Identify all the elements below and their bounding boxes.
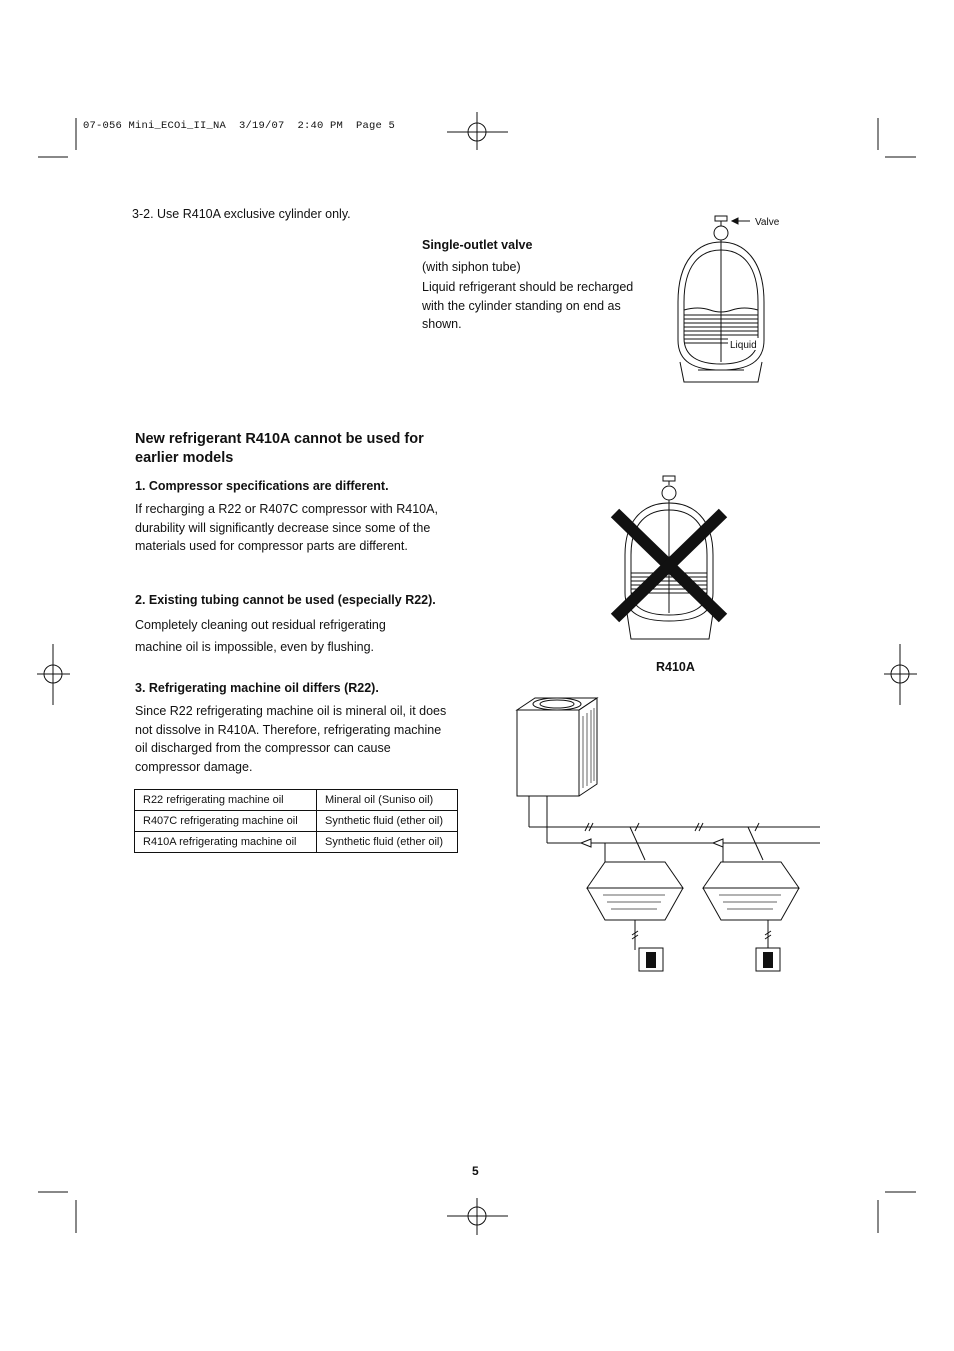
system-diagram — [505, 690, 825, 980]
item-1-heading: 1. Compressor specifications are different. — [135, 479, 389, 493]
cylinder-illustration — [668, 210, 793, 385]
item-2-text: Completely cleaning out residual refrigerating machine oil is impossible, even by flushing. — [135, 618, 386, 654]
table-row — [135, 811, 458, 832]
valve-description: Liquid refrigerant should be recharged with the cylinder standing on end as shown. — [422, 280, 634, 331]
valve-subtitle: (with siphon tube) — [422, 260, 521, 274]
page-number: 5 — [472, 1164, 479, 1178]
item-1-text: If recharging a R22 or R407C compressor with R410A, durability will significantly decrease since some of the materials used for compressor parts are different. — [135, 502, 438, 553]
table-cell: Synthetic fluid (ether oil) — [317, 832, 458, 853]
section-heading: New refrigerant R410A cannot be used for earlier models — [135, 431, 424, 466]
table-row — [135, 832, 458, 853]
item-3-heading: 3. Refrigerating machine oil differs (R22). — [135, 681, 379, 695]
valve-title: Single-outlet valve — [422, 238, 533, 252]
table-cell: R22 refrigerating machine oil — [135, 790, 317, 811]
oil-comparison-table — [134, 789, 458, 853]
liquid-label: Liquid — [730, 340, 757, 351]
item-2-heading: 2. Existing tubing cannot be used (especially R22). — [135, 593, 436, 607]
table-cell: R410A refrigerating machine oil — [135, 832, 317, 853]
item-3-text: Since R22 refrigerating machine oil is mineral oil, it does not dissolve in R410A. Therefore, refrigerating machine oil discharged from the compressor can cause compressor damage. — [135, 704, 447, 774]
step-heading: 3-2. Use R410A exclusive cylinder only. — [132, 207, 351, 221]
table-cell: Synthetic fluid (ether oil) — [317, 811, 458, 832]
print-slug: 07-056 Mini_ECOi_II_NA 3/19/07 2:40 PM Page 5 — [83, 120, 396, 132]
valve-label: Valve — [755, 217, 780, 228]
crossed-cylinder-caption: R410A — [656, 660, 695, 674]
crossed-cylinder-illustration — [605, 473, 735, 645]
table-cell: R407C refrigerating machine oil — [135, 811, 317, 832]
table-cell: Mineral oil (Suniso oil) — [317, 790, 458, 811]
table-row — [135, 790, 458, 811]
